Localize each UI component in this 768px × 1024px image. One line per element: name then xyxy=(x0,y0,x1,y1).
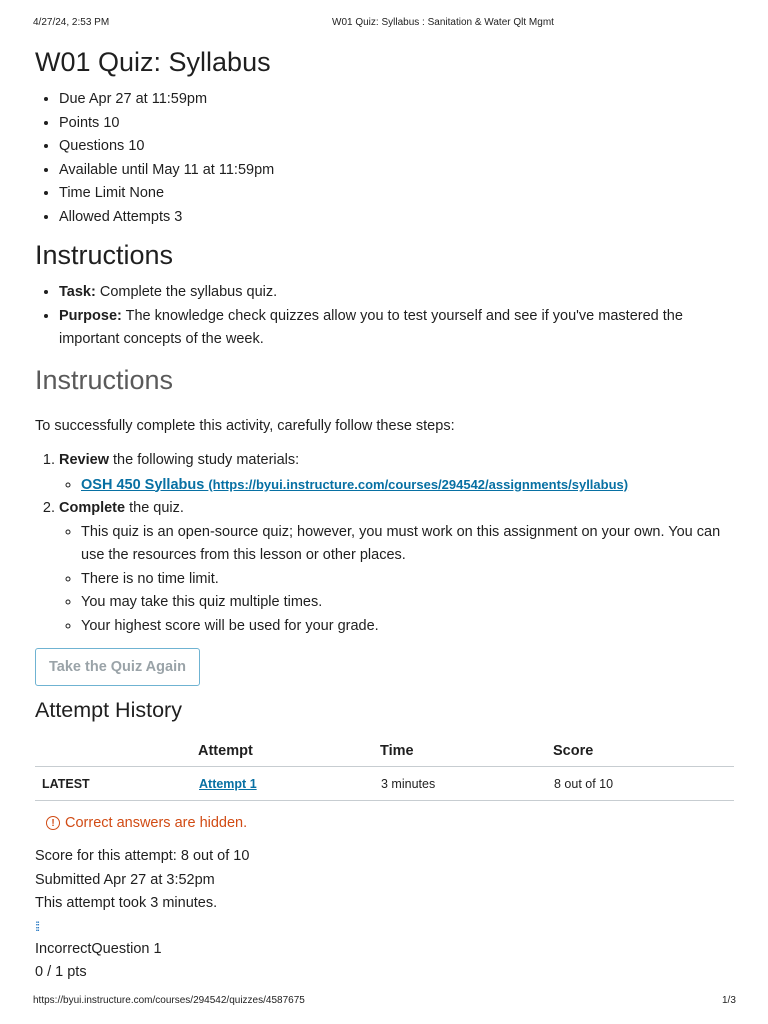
print-page-number: 1/3 xyxy=(722,995,736,1006)
purpose-item xyxy=(59,305,735,352)
quiz-title: W01 Quiz: Syllabus xyxy=(35,47,271,77)
table-header-row xyxy=(35,736,734,767)
step-complete-bold: Complete xyxy=(59,500,126,516)
latest-tag: LATEST xyxy=(35,767,198,801)
instructions-intro: To successfully complete this activity, carefully follow these steps: xyxy=(35,417,455,434)
step-complete-text: the quiz. xyxy=(125,500,184,516)
print-url: https://byui.instructure.com/courses/294542/quizzes/4587675 xyxy=(33,995,305,1006)
purpose-label: Purpose: xyxy=(59,307,122,324)
step-complete xyxy=(59,497,735,638)
column-header-attempt: Attempt xyxy=(198,736,380,767)
instructions-heading: Instructions xyxy=(35,240,174,270)
score-cell: 8 out of 10 xyxy=(553,767,734,801)
answers-hidden-notice xyxy=(46,815,735,831)
answers-hidden-text: Correct answers are hidden. xyxy=(65,815,248,831)
detail-attempts: • Allowed Attempts 3 xyxy=(59,206,735,230)
task-item xyxy=(59,281,735,305)
column-header-time: Time xyxy=(380,736,553,767)
drag-handle-icon[interactable]: ⁞⁞ xyxy=(35,918,39,934)
detail-time-limit: • Time Limit None xyxy=(59,182,735,206)
detail-available: • Available until May 11 at 11:59pm xyxy=(59,159,735,183)
attempt-history-table xyxy=(35,736,734,801)
column-header xyxy=(35,736,198,767)
print-page-title: W01 Quiz: Syllabus : Sanitation & Water Qlt Mgmt xyxy=(332,17,554,28)
attempt-score: Score for this attempt: 8 out of 10 xyxy=(35,848,250,864)
task-text: Complete the syllabus quiz. xyxy=(95,284,278,300)
instructions-heading-secondary: Instructions xyxy=(35,364,174,395)
column-header-score: Score xyxy=(553,736,734,767)
step-review xyxy=(59,449,735,497)
attempt-submitted: Submitted Apr 27 at 3:52pm xyxy=(35,871,215,888)
take-quiz-again-button[interactable]: Take the Quiz Again xyxy=(35,648,200,686)
step-review-text: the following study materials: xyxy=(108,452,300,468)
rule-item: ◦ You may take this quiz multiple times. xyxy=(81,591,735,615)
attempt-duration: This attempt took 3 minutes. xyxy=(35,895,218,911)
exclamation-circle-icon: ! xyxy=(46,816,60,830)
quiz-details xyxy=(35,88,735,229)
task-label: Task: xyxy=(59,284,96,300)
detail-points: • Points 10 xyxy=(59,112,735,136)
instructions-list xyxy=(35,281,735,352)
quiz-rules-list xyxy=(59,521,735,639)
purpose-text: The knowledge check quizzes allow you to test yourself and see if you've mastered the important concepts of the week. xyxy=(59,307,683,347)
steps-list xyxy=(35,449,735,638)
table-row xyxy=(35,767,734,801)
retake-wrapper xyxy=(35,648,735,686)
step-review-bold: Review xyxy=(59,452,109,468)
attempt-cell xyxy=(198,767,380,801)
study-materials-list xyxy=(59,473,735,498)
detail-due: • Due Apr 27 at 11:59pm xyxy=(59,88,735,112)
rule-item: ◦ There is no time limit. xyxy=(81,568,735,592)
study-material-item xyxy=(81,473,735,498)
question-label: IncorrectQuestion 1 xyxy=(35,940,162,957)
time-cell: 3 minutes xyxy=(380,767,553,801)
detail-questions: • Questions 10 xyxy=(59,135,735,159)
rule-item: ◦ This quiz is an open-source quiz; however, you must work on this assignment on your own. You can use the resources from this lesson or other places. xyxy=(81,521,735,568)
attempt-summary xyxy=(35,845,735,916)
quiz-content xyxy=(35,44,735,985)
attempt-link[interactable]: Attempt 1 xyxy=(199,776,257,791)
syllabus-link[interactable] xyxy=(81,477,628,493)
print-datetime: 4/27/24, 2:53 PM xyxy=(33,17,110,28)
syllabus-link-url: (https://byui.instructure.com/courses/294542/assignments/syllabus) xyxy=(208,476,629,492)
rule-item: ◦ Your highest score will be used for your grade. xyxy=(81,615,735,639)
syllabus-link-text: OSH 450 Syllabus xyxy=(81,476,209,493)
question-points: 0 / 1 pts xyxy=(35,964,87,980)
attempt-history-heading: Attempt History xyxy=(35,698,182,722)
